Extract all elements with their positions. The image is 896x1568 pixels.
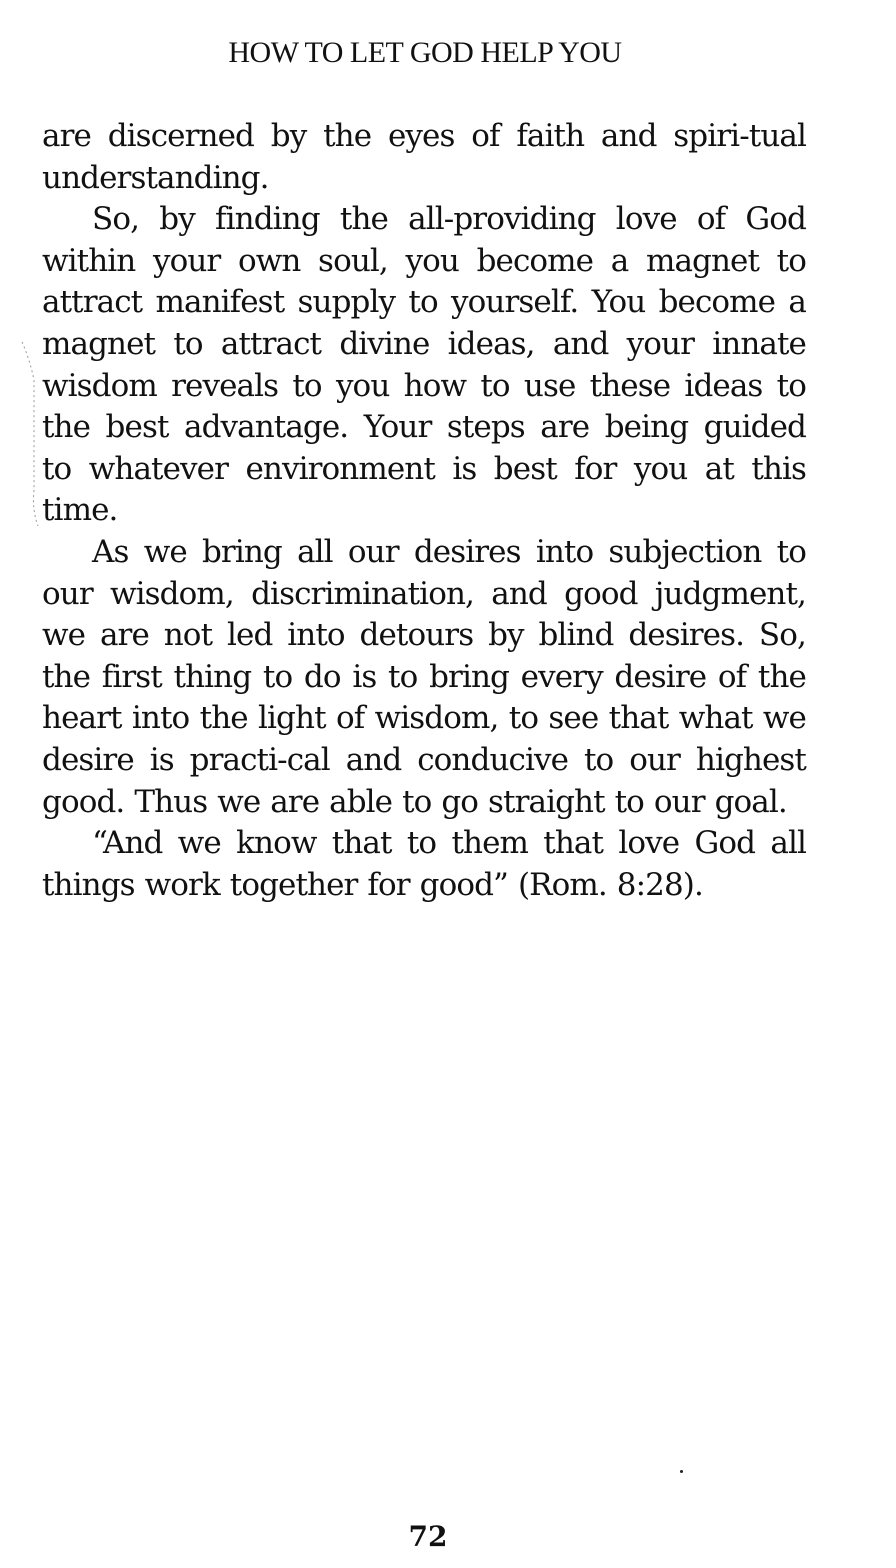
paper-speck <box>680 1470 683 1473</box>
paragraph-continued: are discerned by the eyes of faith and spiri-tual understanding. <box>42 118 806 196</box>
body-text <box>42 116 806 906</box>
scripture-quote-paragraph: “And we know that to them that love God all things work together for good” (Rom. 8:28). <box>42 825 806 903</box>
page-number: 72 <box>408 1520 448 1553</box>
running-head: HOW TO LET GOD HELP YOU <box>228 36 622 69</box>
paragraph: So, by finding the all-providing love of God within your own soul, you become a magnet to attract manifest supply to yourself. You become a magnet to attract divine ideas, and your innate wisdom reveals to you how to use these ideas to the best advantage. Your steps are being guided to whatever environment is best for you at this time. <box>42 201 806 529</box>
paragraph: As we bring all our desires into subjection to our wisdom, discrimination, and good judgment, we are not led into detours by blind desires. So, the first thing to do is to bring every desire of the heart into the light of wisdom, to see that what we desire is practi-cal and conducive to our highest good. Thus we are able to go straight to our goal. <box>42 533 806 820</box>
margin-pencil-mark <box>20 340 40 530</box>
